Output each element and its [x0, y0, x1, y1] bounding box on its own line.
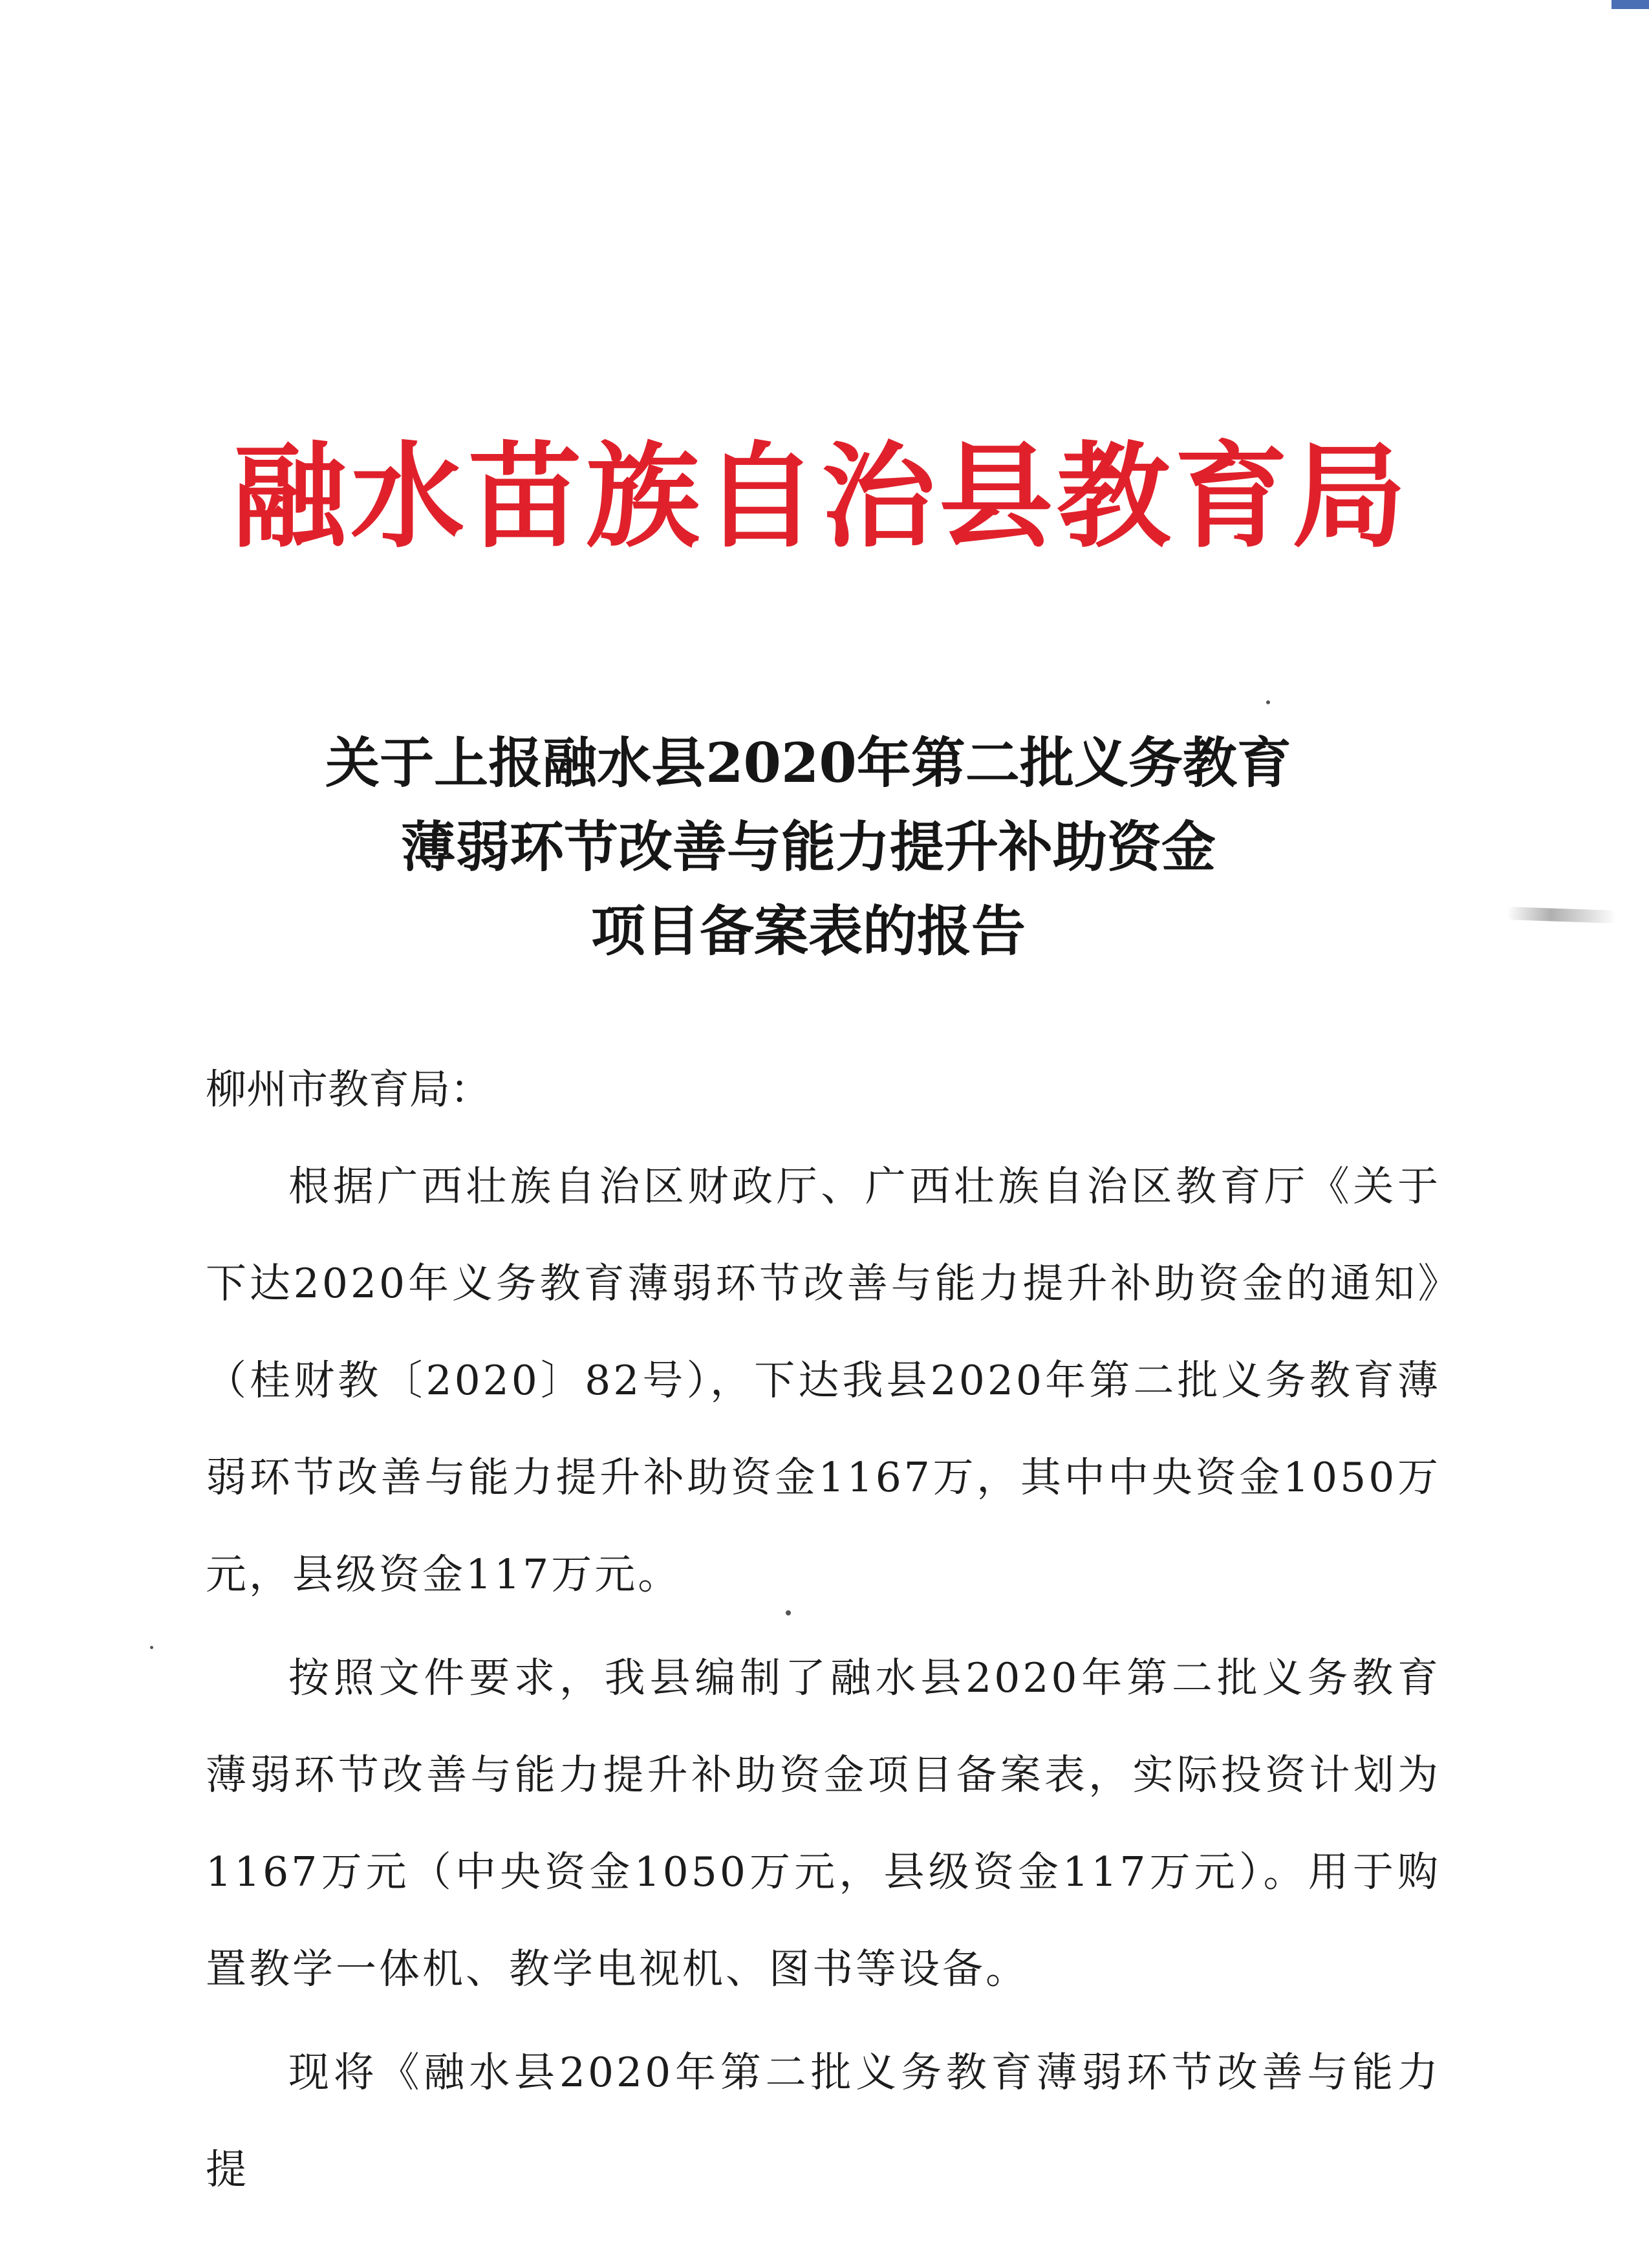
scan-corner-mark	[1611, 0, 1649, 9]
paragraph-2: 按照文件要求，我县编制了融水县2020年第二批义务教育薄弱环节改善与能力提升补助资金项目备案表，实际投资计划为1167万元（中央资金1050万元，县级资金117万元）。用于购置教学一体机、教学电视机、图书等设备。	[206, 1654, 1441, 1993]
document-body	[206, 1041, 1441, 2218]
scan-speck	[786, 1610, 791, 1615]
title-line-3: 项目备案表的报告	[590, 899, 1026, 963]
paragraph-1: 根据广西壮族自治区财政厅、广西壮族自治区教育厅《关于下达2020年义务教育薄弱环节改善与能力提升补助资金的通知》（桂财教〔2020〕82号），下达我县2020年第二批义务教育薄弱环节改善与能力提升补助资金1167万，其中中央资金1050万元，县级资金117万元。	[206, 1163, 1441, 1598]
title-line-1: 关于上报融水县2020年第二批义务教育	[325, 731, 1291, 795]
agency-letterhead: 融水苗族自治县教育局	[233, 429, 1410, 563]
title-line-2: 薄弱环节改善与能力提升补助资金	[400, 815, 1216, 879]
scan-smudge	[1507, 907, 1617, 923]
document-title	[194, 721, 1423, 973]
salutation: 柳州市教育局：	[206, 1066, 491, 1113]
paragraph-3: 现将《融水县2020年第二批义务教育薄弱环节改善与能力提	[206, 2049, 1441, 2193]
scan-speck	[150, 1646, 153, 1649]
scan-speck	[1266, 700, 1270, 704]
